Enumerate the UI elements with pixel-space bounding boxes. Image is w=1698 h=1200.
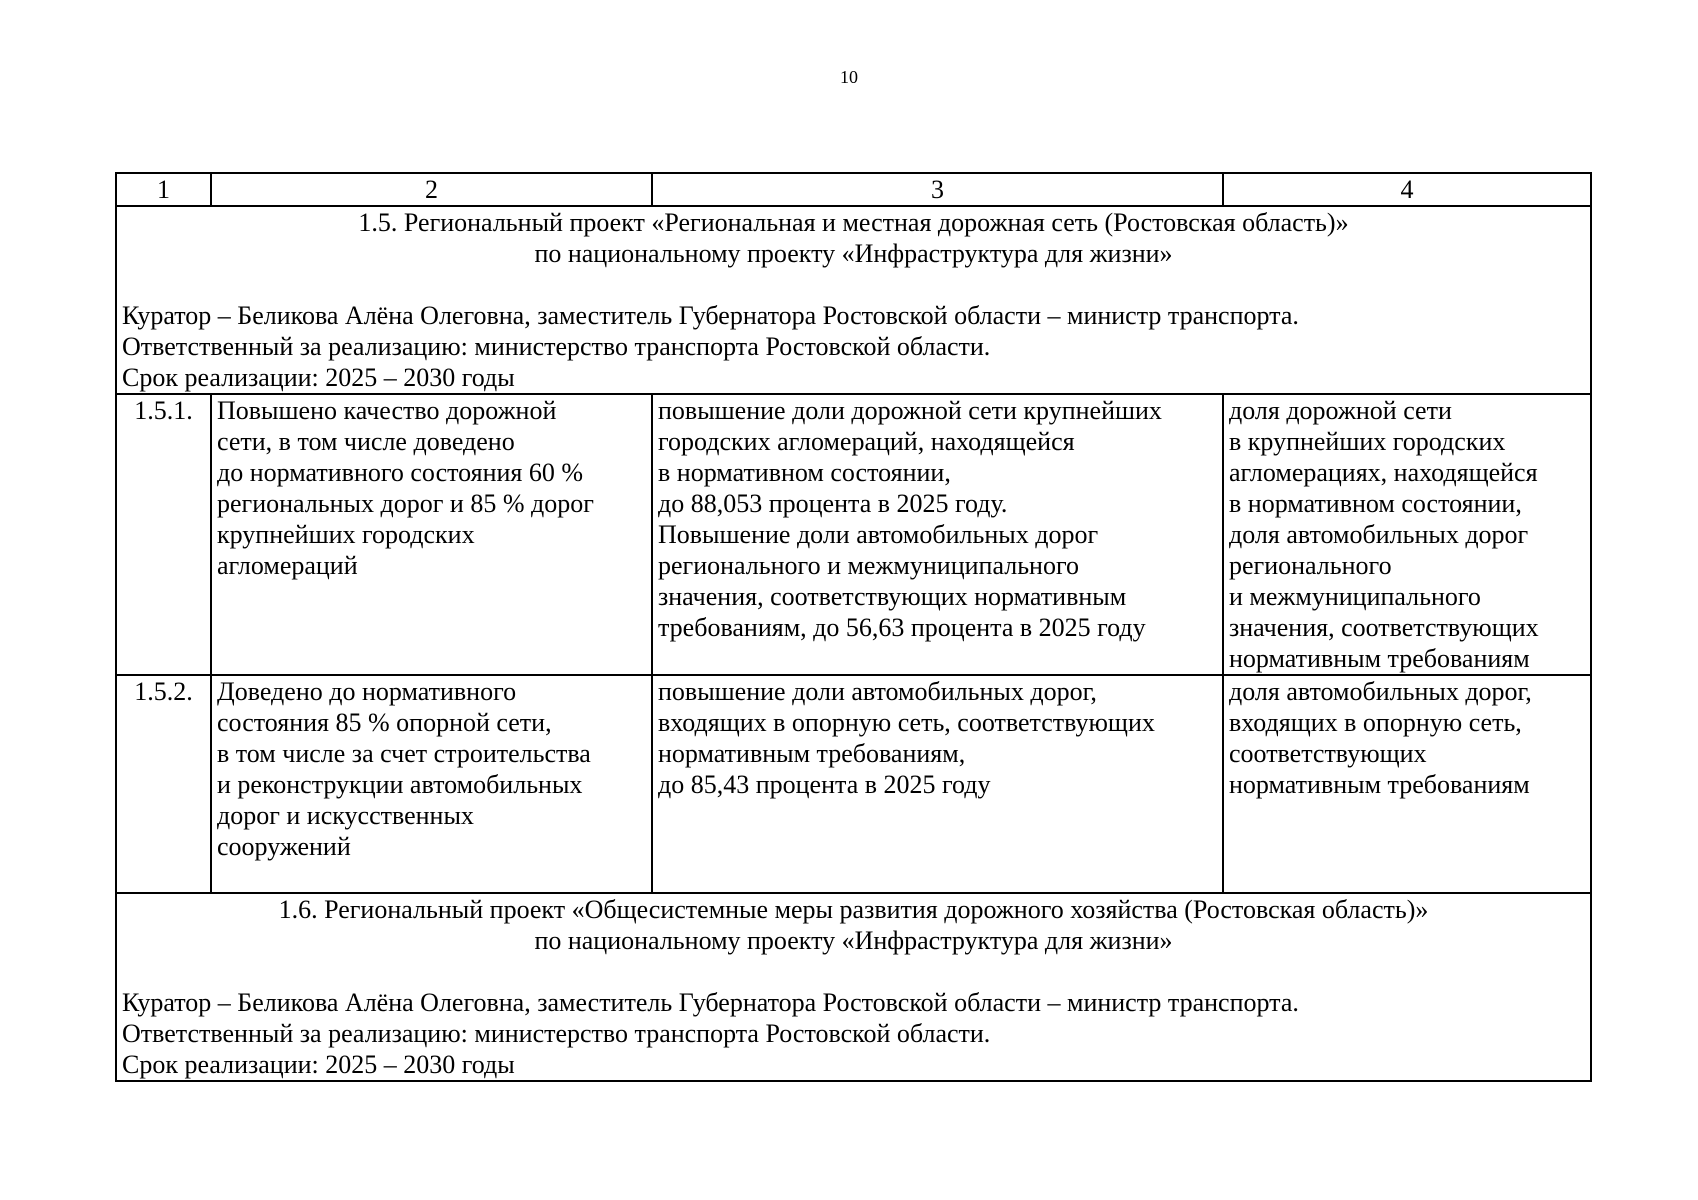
cell-line: до нормативного состояния 60 % xyxy=(217,458,584,487)
cell-line: Повышено качество дорожной xyxy=(217,396,557,425)
cell-line: в том числе за счет строительства xyxy=(217,739,591,768)
cell-line: регионального и межмуниципального xyxy=(658,551,1079,580)
result-cell xyxy=(211,394,652,675)
cell-line: в нормативном состоянии, xyxy=(658,458,951,487)
cell-line: агломераций xyxy=(217,551,358,580)
cell-line: входящих в опорную сеть, xyxy=(1229,708,1522,737)
section-title-line: по национальному проекту «Инфраструктура для жизни» xyxy=(534,926,1173,955)
curator-line: Куратор – Беликова Алёна Олеговна, заместитель Губернатора Ростовской области – министр транспорта. xyxy=(122,301,1299,330)
cell-line: Повышение доли автомобильных дорог xyxy=(658,520,1099,549)
effect-cell xyxy=(652,675,1223,893)
row-number: 1.5.2. xyxy=(116,675,211,893)
section-title-line: 1.5. Региональный проект «Региональная и местная дорожная сеть (Ростовская область)» xyxy=(358,208,1349,237)
period-line: Срок реализации: 2025 – 2030 годы xyxy=(122,1050,515,1079)
section-row xyxy=(116,893,1591,1081)
curator-line: Куратор – Беликова Алёна Олеговна, заместитель Губернатора Ростовской области – министр транспорта. xyxy=(122,988,1299,1017)
section-title-line: по национальному проекту «Инфраструктура для жизни» xyxy=(534,239,1173,268)
cell-line: в нормативном состоянии, xyxy=(1229,489,1522,518)
cell-line: соответствующих xyxy=(1229,739,1427,768)
cell-line: региональных дорог и 85 % дорог xyxy=(217,489,594,518)
document-table xyxy=(115,172,1592,1082)
cell-line: повышение доли автомобильных дорог, xyxy=(658,677,1097,706)
cell-line: в крупнейших городских xyxy=(1229,427,1506,456)
cell-line: до 88,053 процента в 2025 году. xyxy=(658,489,1008,518)
cell-line: нормативным требованиям, xyxy=(658,739,966,768)
cell-line: значения, соответствующих нормативным xyxy=(658,582,1127,611)
cell-line: сооружений xyxy=(217,832,351,861)
row-number: 1.5.1. xyxy=(116,394,211,675)
header-row xyxy=(116,173,1591,206)
table-row xyxy=(116,675,1591,893)
responsible-line: Ответственный за реализацию: министерство транспорта Ростовской области. xyxy=(122,1019,991,1048)
cell-line: доля автомобильных дорог xyxy=(1229,520,1529,549)
column-header-4: 4 xyxy=(1223,173,1591,206)
cell-line: повышение доли дорожной сети крупнейших xyxy=(658,396,1162,425)
cell-line: сети, в том числе доведено xyxy=(217,427,515,456)
section-cell-1-5 xyxy=(116,206,1591,394)
cell-line: городских агломераций, находящейся xyxy=(658,427,1075,456)
table-row xyxy=(116,394,1591,675)
period-line: Срок реализации: 2025 – 2030 годы xyxy=(122,363,515,392)
result-cell xyxy=(211,675,652,893)
page-number: 10 xyxy=(840,67,858,87)
cell-line: агломерациях, находящейся xyxy=(1229,458,1538,487)
section-cell-1-6 xyxy=(116,893,1591,1081)
blank-line xyxy=(122,956,1585,987)
column-header-1: 1 xyxy=(116,173,211,206)
cell-line: и реконструкции автомобильных xyxy=(217,770,583,799)
responsible-line: Ответственный за реализацию: министерство транспорта Ростовской области. xyxy=(122,332,991,361)
cell-line: доля автомобильных дорог, xyxy=(1229,677,1532,706)
section-title-line: 1.6. Региональный проект «Общесистемные меры развития дорожного хозяйства (Ростовская область)» xyxy=(278,895,1429,924)
blank-line xyxy=(122,269,1585,300)
cell-line: дорог и искусственных xyxy=(217,801,474,830)
cell-line: доля дорожной сети xyxy=(1229,396,1452,425)
cell-line: требованиям, до 56,63 процента в 2025 году xyxy=(658,613,1146,642)
section-row xyxy=(116,206,1591,394)
indicator-cell xyxy=(1223,675,1591,893)
cell-line: значения, соответствующих xyxy=(1229,613,1539,642)
indicator-cell xyxy=(1223,394,1591,675)
cell-line: нормативным требованиям xyxy=(1229,770,1530,799)
cell-line: нормативным требованиям xyxy=(1229,644,1530,673)
cell-line: и межмуниципального xyxy=(1229,582,1481,611)
effect-cell xyxy=(652,394,1223,675)
column-header-2: 2 xyxy=(211,173,652,206)
cell-line: до 85,43 процента в 2025 году xyxy=(658,770,991,799)
cell-line: Доведено до нормативного xyxy=(217,677,517,706)
cell-line: крупнейших городских xyxy=(217,520,475,549)
cell-line: состояния 85 % опорной сети, xyxy=(217,708,552,737)
cell-line: входящих в опорную сеть, соответствующих xyxy=(658,708,1155,737)
column-header-3: 3 xyxy=(652,173,1223,206)
cell-line: регионального xyxy=(1229,551,1392,580)
